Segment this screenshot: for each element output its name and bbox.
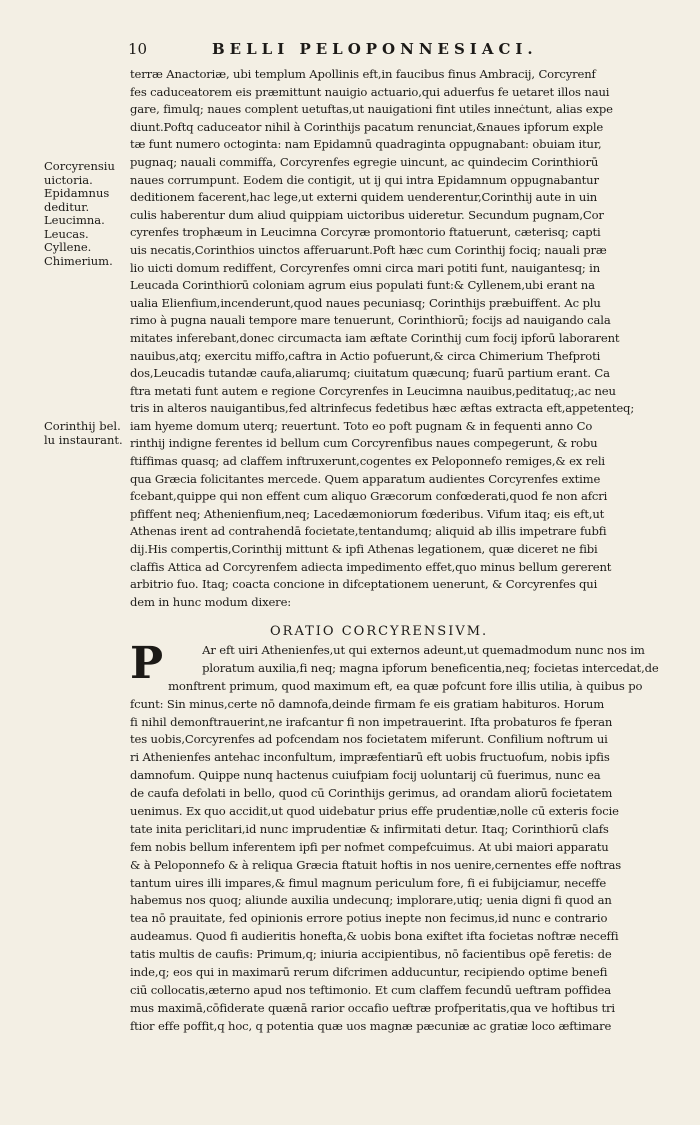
- text-line: Athenas irent ad contrahendā focietate,tentandumq; aliquid ab illis impetrare fubfi: [130, 524, 607, 539]
- text-line: dem in hunc modum dixere:: [130, 594, 292, 609]
- page-header: [128, 40, 668, 62]
- text-line: deditionem facerent,hac lege,ut externi quidem uenderentur,Corinthij aute in uin: [130, 190, 598, 205]
- margin-note: deditur.: [44, 199, 90, 214]
- text-line: habemus nos quoq; aliunde auxilia undecunq; implorare,utiq; uenia digni fi quod an: [130, 893, 612, 908]
- margin-notes: [44, 160, 126, 447]
- text-line: mus maximā,cōfiderate quænā rarior occafio ueftræ profperitatis,qua ve hoftibus tri: [130, 1000, 615, 1015]
- text-line: de caufa defolati in bello, quod cū Corinthijs gerimus, ad orandam aliorū focietatem: [130, 786, 613, 801]
- text-line: monftrent primum, quod maximum eft, ea quæ pofcunt fore illis utilia, à quibus po: [168, 678, 643, 693]
- margin-note: Corcyrensiu: [44, 159, 115, 173]
- text-line: claffis Attica ad Corcyrenfem adiecta impedimento effet,quo minus bellum gererent: [130, 559, 612, 574]
- text-line: & à Peloponnefo & à reliqua Græcia ftatuit hoftis in nos uenire,cernentes effe noftras: [130, 857, 622, 872]
- text-line: nauibus,atq; exercitu miffo,caftra in Actio pofuerunt,& circa Chimerium Thefproti: [130, 348, 601, 363]
- text-line: naues corrumpunt. Eodem die contigit, ut ij qui intra Epidamnum oppugnabantur: [130, 172, 599, 187]
- text-line: tes uobis,Corcyrenfes ad pofcendam nos focietatem miferunt. Confilium noftrum ui: [130, 732, 608, 747]
- text-line: arbitrio fuo. Itaq; coacta concione in difceptationem uenerunt, & Corcyrenfes qui: [130, 577, 598, 592]
- text-line: ri Athenienfes antehac inconfultum, impræfentiarū eft uobis fructuofum, nobis ipfis: [130, 750, 610, 765]
- text-line: rinthij indigne ferentes id bellum cum Corcyrenfibus naues compegerunt, & robu: [130, 436, 598, 451]
- oration-text: [130, 638, 686, 1036]
- margin-note: lu instaurant.: [44, 432, 123, 447]
- text-line: audeamus. Quod fi audieritis honefta,& uobis bona exiftet ifta focietas noftræ neceffi: [130, 929, 619, 944]
- margin-note: Cyllene.: [44, 240, 92, 254]
- running-head: BELLI PELOPONNESIACI.: [212, 40, 538, 58]
- text-line: fem nobis bellum inferentem ipfi per nofmet compefcuimus. At ubi maiori apparatu: [130, 839, 609, 854]
- text-line: terræ Anactoriæ, ubi templum Apollinis eft,in faucibus finus Ambracij, Corcyrenf: [130, 67, 596, 81]
- text-line: Leucada Corinthiorū coloniam agrum eius populati funt:& Cyllenem,ubi erant na: [130, 278, 595, 293]
- text-line: culis haberentur dum aliud quippiam uictoribus uideretur. Secundum pugnam,Cor: [130, 207, 604, 222]
- text-line: ualia Elienfium,incenderunt,quod naues pecuniasq; Corinthijs præbuiffent. Ac plu: [130, 295, 601, 310]
- text-line: uenimus. Ex quo accidit,ut quod uidebatur prius effe prudentiæ,nolle cū exteris focie: [130, 804, 619, 819]
- text-line: ftior effe poffit,q hoc, q potentia quæ uos magnæ pæcuniæ ac gratiæ loco æftimare: [130, 1018, 612, 1033]
- text-line: qua Græcia folicitantes mercede. Quem apparatum audientes Corcyrenfes extime: [130, 471, 601, 486]
- text-line: tris in alteros nauigantibus,fed altrinfecus fedetibus hæc æftas extracta eft,appetenteq;: [130, 401, 635, 416]
- margin-note: Corinthij bel.: [44, 419, 121, 433]
- text-line: tate inita periclitari,id nunc imprudentiæ & infirmitati detur. Itaq; Corinthiorū clafs: [130, 821, 609, 836]
- narrative-text: [130, 66, 686, 611]
- text-line: uis necatis,Corinthios uinctos afferuarunt.Poft hæc cum Corinthij fociq; nauali præ: [130, 242, 607, 257]
- text-line: diunt.Poftq caduceator nihil à Corinthijs pacatum renunciat,&naues ipforum exple: [130, 119, 604, 134]
- text-line: lio uicti domum rediffent, Corcyrenfes omni circa mari potiti funt, nauigantesq; in: [130, 260, 601, 275]
- drop-cap: P: [130, 638, 164, 689]
- text-line: tea nō prauitate, fed opinionis errore potius inepte non fecimus,id nunc e contrario: [130, 911, 608, 926]
- text-line: fcunt: Sin minus,certe nō damnofa,deinde firmam fe eis gratiam habituros. Horum: [130, 696, 605, 711]
- text-line: rimo à pugna nauali tempore mare tenuerunt, Corinthiorū; focijs ad nauigando cala: [130, 313, 611, 328]
- text-line: Ar eft uiri Athenienfes,ut qui externos adeunt,ut quemadmodum nunc nos im: [202, 643, 645, 657]
- text-line: pugnaq; nauali commiffa, Corcyrenfes egregie uincunt, ac quindecim Corinthiorū: [130, 154, 599, 169]
- text-line: fi nihil demonftrauerint,ne irafcantur fi non impetrauerint. Ifta probaturos fe fperan: [130, 714, 613, 729]
- text-line: ftra metati funt autem e regione Corcyrenfes in Leucimna nauibus,peditatuq;,ac neu: [130, 383, 616, 398]
- margin-note: Chimerium.: [44, 253, 113, 268]
- text-line: tatis multis de caufis: Primum,q; iniuria accipientibus, nō facientibus opē feretis: de: [130, 947, 612, 962]
- text-line: fcebant,quippe qui non effent cum aliquo Græcorum confœderati,quod fe non afcri: [130, 489, 608, 504]
- text-line: dij.His compertis,Corinthij mittunt & ipfi Athenas legationem, quæ diceret ne fibi: [130, 542, 598, 557]
- text-line: ftiffimas quasq; ad claffem inftruxerunt,cogentes ex Peloponnefo remiges,& ex reli: [130, 454, 605, 469]
- text-line: iam hyeme domum uterq; reuertunt. Toto eo poft pugnam & in fequenti anno Co: [130, 418, 593, 433]
- text-line: pfiffent neq; Athenienfium,neq; Lacedæmoniorum fœderibus. Vifum itaq; eis eft,ut: [130, 506, 605, 521]
- text-line: mitates inferebant,donec circumacta iam æftate Corinthij cum focij ipforū laborarent: [130, 330, 620, 345]
- text-line: ploratum auxilia,fi neq; magna ipforum beneficentia,neq; focietas intercedat,de: [202, 660, 659, 675]
- text-line: fes caduceatorem eis præmittunt nauigio actuario,qui aduerfus fe uetaret illos naui: [130, 84, 610, 99]
- text-line: ciū collocatis,æterno apud nos teftimonio. Et cum claffem fecundū ueftram poffidea: [130, 982, 612, 997]
- text-line: tantum uires illi impares,& fimul magnum periculum fore, fi ei fubijciamur, neceffe: [130, 875, 607, 890]
- margin-note: Leucimna.: [44, 213, 105, 227]
- text-line: cyrenfes trophæum in Leucimna Corcyræ promontorio ftatuerunt, cæterisq; capti: [130, 225, 601, 240]
- text-line: dos,Leucadis tutandæ caufa,aliarumq; ciuitatum quæcunq; fuarū partium erant. Ca: [130, 366, 610, 381]
- text-line: inde,q; eos qui in maximarū rerum difcrimen adducuntur, recipiendo optime benefi: [130, 965, 608, 980]
- text-line: tæ funt numero octoginta: nam Epidamnū quadraginta oppugnabant: obuiam itur,: [130, 137, 602, 152]
- text-line: damnofum. Quippe nunq hactenus cuiufpiam focij uoluntarij cū fuerimus, nunc ea: [130, 768, 601, 783]
- margin-note: Epidamnus: [44, 186, 110, 200]
- margin-note: Leucas.: [44, 226, 89, 241]
- margin-note: uictoria.: [44, 172, 93, 187]
- text-line: gare, fimulq; naues complent uetuftas,ut nauigationi fint utiles inneċtunt, alias expe: [130, 102, 613, 117]
- section-heading: ORATIO CORCYRENSIVM.: [270, 624, 489, 639]
- page-number: 10: [128, 40, 148, 58]
